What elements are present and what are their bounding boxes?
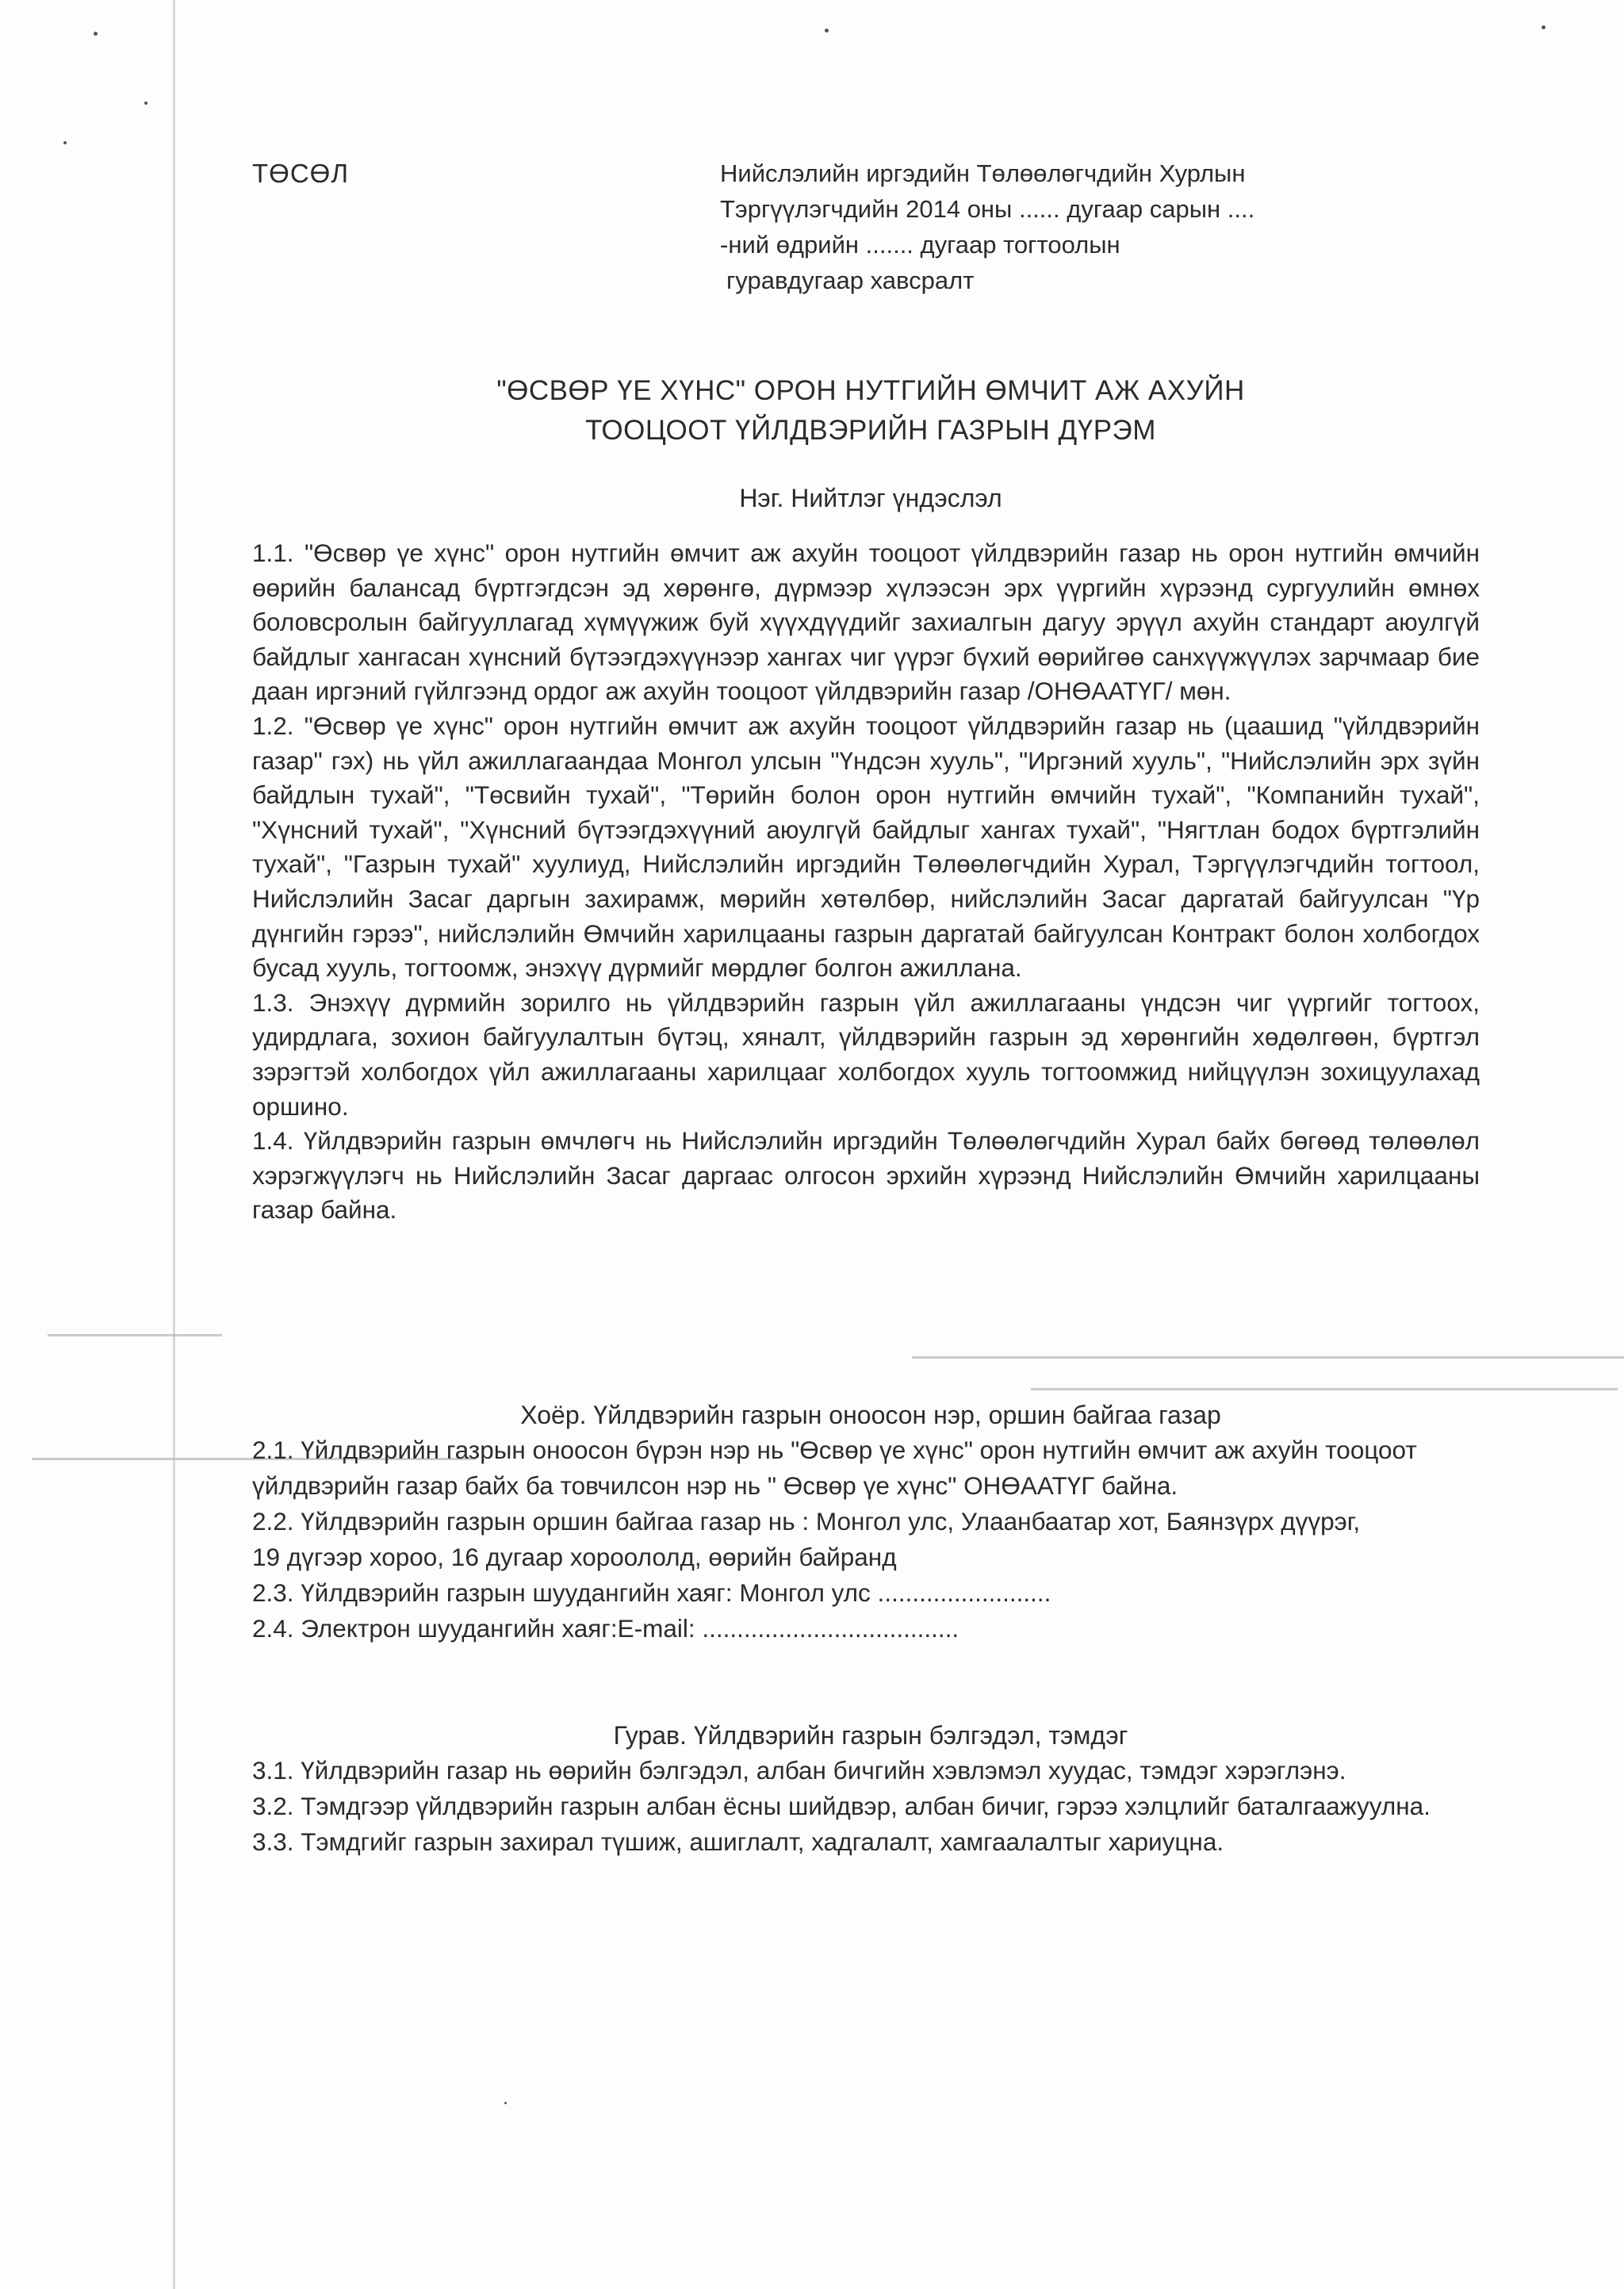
clause-2-1: 2.1. Үйлдвэрийн газрын оноосон бүрэн нэр нь "Өсвөр үе хүнс" орон нутгийн өмчит аж ахуйн тооцоот үйлдвэрийн газар байх ба товчилсон нэр нь " Өсвөр үе хүнс" ОНӨААТҮГ байна. <box>252 1436 1417 1500</box>
appendix-reference <box>720 155 1254 298</box>
scan-smudge <box>48 1334 222 1336</box>
appendix-line: Тэргүүлэгчдийн 2014 оны ...... дугаар сарын .... <box>720 195 1255 223</box>
section-1-body <box>252 536 1480 1228</box>
scan-speck <box>1542 25 1545 29</box>
scan-smudge <box>1031 1388 1618 1390</box>
scan-speck <box>825 29 829 33</box>
clause-2-3: 2.3. Үйлдвэрийн газрын шуудангийн хаяг: Монгол улс ......................... <box>252 1578 1051 1607</box>
clause-2-4: 2.4. Электрон шуудангийн хаяг:E-mail: ..................................... <box>252 1614 959 1643</box>
section-1-heading: Нэг. Нийтлэг үндэслэл <box>739 484 1002 512</box>
appendix-line: Нийслэлийн иргэдийн Төлөөлөгчдийн Хурлын <box>720 159 1246 187</box>
appendix-line: гуравдугаар хавсралт <box>726 266 975 294</box>
section-3-body <box>252 1753 1480 1860</box>
scan-border <box>173 0 175 2289</box>
clause-1-4: 1.4. Үйлдвэрийн газрын өмчлөгч нь Нийслэлийн иргэдийн Төлөөлөгчдийн Хурал байх бөгөөд төлөөлөл хэрэгжүүлэгч нь Нийслэлийн Засаг даргаас олгосон эрхийн хүрээнд Нийслэлийн Өмчийн харилцааны газар байна. <box>252 1126 1480 1225</box>
title-line: ТООЦООТ ҮЙЛДВЭРИЙН ГАЗРЫН ДҮРЭМ <box>585 415 1156 446</box>
scan-smudge <box>912 1356 1624 1359</box>
section-2-heading: Хоёр. Үйлдвэрийн газрын оноосон нэр, оршин байгаа газар <box>520 1401 1221 1429</box>
section-3-heading: Гурав. Үйлдвэрийн газрын бэлгэдэл, тэмдэг <box>613 1721 1128 1750</box>
scan-speck <box>63 141 67 144</box>
title-line: "ӨСВӨР ҮЕ ХҮНС" ОРОН НУТГИЙН ӨМЧИТ АЖ АХУЙН <box>496 375 1245 406</box>
scan-speck <box>504 2102 507 2104</box>
clause-3-2: 3.2. Тэмдгээр үйлдвэрийн газрын албан ёсны шийдвэр, албан бичиг, гэрээ хэлцлийг баталгаажуулна. <box>252 1792 1431 1820</box>
document-title <box>252 371 1489 451</box>
appendix-line: -ний өдрийн ....... дугаар тогтоолын <box>720 231 1120 259</box>
clause-1-2: 1.2. "Өсвөр үе хүнс" орон нутгийн өмчит аж ахуйн тооцоот үйлдвэрийн газар нь (цаашид "үйлдвэрийн газар" гэх) нь үйл ажиллагаандаа Монгол улсын "Үндсэн хууль", "Иргэний хууль", "Нийслэлийн эрх зүйн байдлын тухай", "Төсвийн тухай", "Төрийн болон орон нутгийн өмчийн тухай", "Компанийн тухай", "Хүнсний тухай", "Хүнсний бүтээгдэхүүний аюулгүй байдлыг хангах тухай", "Нягтлан бодох бүртгэлийн тухай", "Газрын тухай" хуулиуд, Нийслэлийн иргэдийн Төлөөлөгчдийн Хурал, Тэргүүлэгчдийн тогтоол, Нийслэлийн Засаг даргын захирамж, мөрийн хөтөлбөр, нийслэлийн Засаг даргатай байгуулсан "Үр дүнгийн гэрээ", нийслэлийн Өмчийн харилцааны газрын даргатай байгуулсан Контракт болон холбогдох бусад хууль, тогтоомж, энэхүү дүрмийг мөрдлөг болгон ажиллана. <box>252 711 1480 983</box>
clause-1-1: 1.1. "Өсвөр үе хүнс" орон нутгийн өмчит аж ахуйн тооцоот үйлдвэрийн газар нь орон нутгийн өмчийн өөрийн балансад бүртгэгдсэн эд хөрөнгө, дүрмээр хүлээсэн эрх үүргийн хүрээнд сургуулийн өмнөх боловсролын байгууллагад хүмүүжиж буй хүүхдүүдийг захиалгын дагуу эрүүл ахуйн стандарт аюулгүй байдлыг хангасан хүнсний бүтээгдэхүүнээр хангах чиг үүрэг бүхий өөрийгөө санхүүжүүлэх зарчмаар бие даан иргэний гүйлгээнд ордог аж ахуйн тооцоот үйлдвэрийн газар /ОНӨААТҮГ/ мөн. <box>252 539 1480 706</box>
clause-1-3: 1.3. Энэхүү дүрмийн зорилго нь үйлдвэрийн газрын үйл ажиллагааны үндсэн чиг үүргийг тогтоох, удирдлага, зохион байгуулалтын бүтэц, хяналт, үйлдвэрийн газрын эд хөрөнгийн хөдөлгөөн, бүртгэл зэрэгтэй холбогдох үйл ажиллагааны харилцааг холбогдох хууль тогтоомжид нийцүүлэн зохицуулахад оршино. <box>252 987 1480 1121</box>
scan-speck <box>144 102 147 105</box>
document-header <box>252 155 1489 306</box>
clause-2-2: 2.2. Үйлдвэрийн газрын оршин байгаа газар нь : Монгол улс, Улаанбаатар хот, Баянзүрх дүүрэг, 19 дүгээр хороо, 16 дугаар хороололд, өөрийн байранд <box>252 1507 1361 1571</box>
scan-speck <box>94 32 98 36</box>
section-2-body <box>252 1432 1489 1647</box>
clause-3-1: 3.1. Үйлдвэрийн газар нь өөрийн бэлгэдэл, албан бичгийн хэвлэмэл хуудас, тэмдэг хэрэглэнэ. <box>252 1756 1346 1785</box>
draft-label: ТӨСӨЛ <box>252 159 349 188</box>
clause-3-3: 3.3. Тэмдгийг газрын захирал түшиж, ашиглалт, хадгалалт, хамгаалалтыг хариуцна. <box>252 1827 1224 1856</box>
